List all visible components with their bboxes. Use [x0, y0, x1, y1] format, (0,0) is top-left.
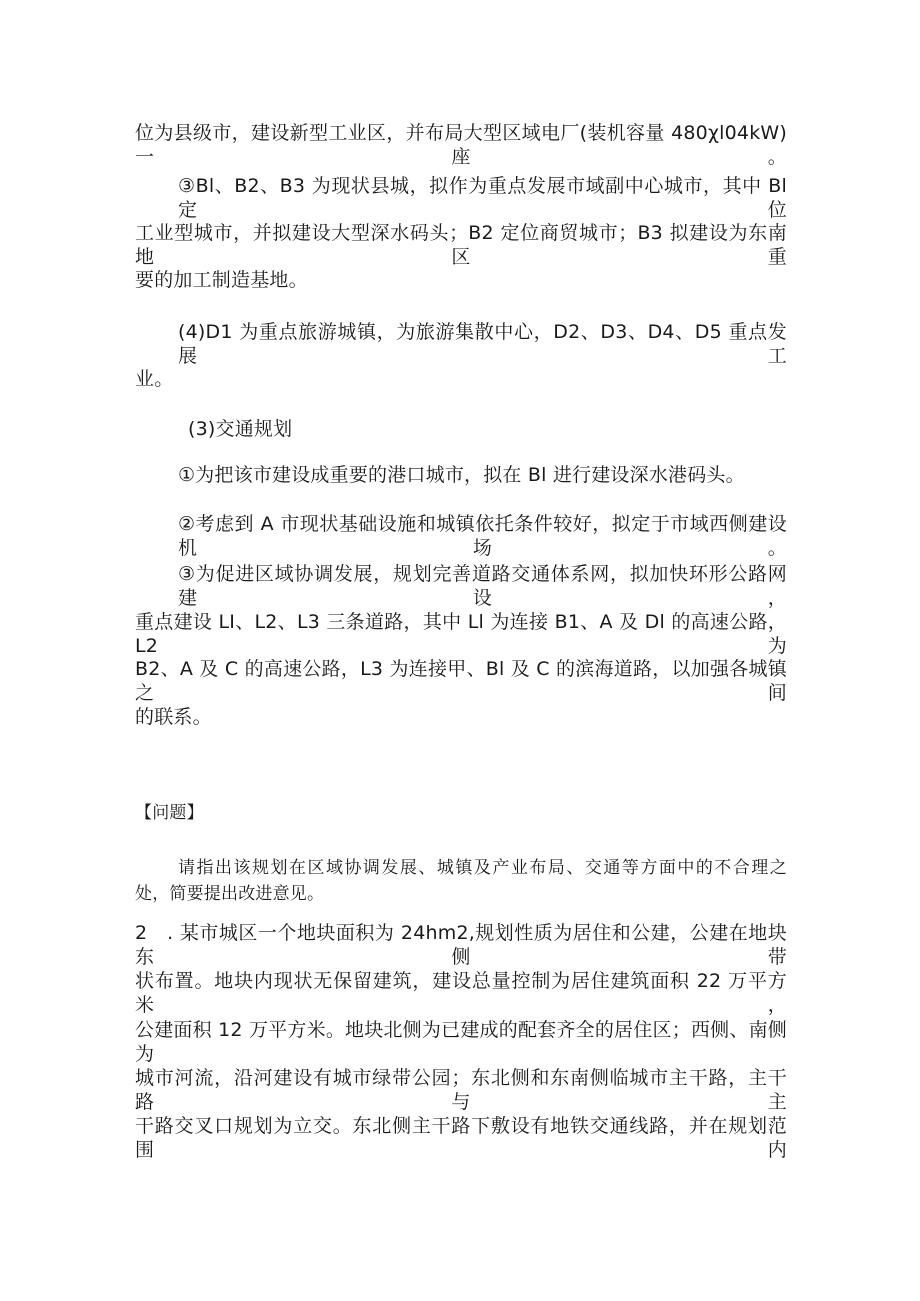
paragraph-line-3: 工业型城市，并拟建设大型深水码头；B2 定位商贸城市；B3 拟建设为东南地区重: [135, 222, 787, 268]
case-line-5: 干路交叉口规划为立交。东北侧主干路下敷设有地铁交通线路，并在规划范围内: [135, 1115, 787, 1161]
case-line-3: 公建面积 12 万平方米。地块北侧为已建成的配套齐全的居住区；西侧、南侧为: [135, 1019, 787, 1065]
paragraph-line-1: 位为县级市，建设新型工业区，并布局大型区域电厂(装机容量 480χl04kW)一座。: [135, 122, 787, 168]
paragraph-line-13: 的联系。: [135, 706, 212, 728]
paragraph-line-4: 要的加工制造基地。: [135, 269, 308, 291]
case-line-1: 2 . 某市城区一个地块面积为 24hm2,规划性质为居住和公建，公建在地块东侧带: [135, 922, 787, 968]
paragraph-line-12: B2、A 及 C 的高速公路，L3 为连接甲、Bl 及 C 的滨海道路，以加强各城镇之间: [135, 658, 787, 704]
paragraph-line-6: 业。: [135, 368, 174, 390]
paragraph-line-10: ③为促进区域协调发展，规划完善道路交通体系网，拟加快环形公路网建设，: [178, 563, 787, 609]
paragraph-line-11: 重点建设 LI、L2、L3 三条道路，其中 Ll 为连接 B1、A 及 Dl 的高速公路，L2 为: [135, 611, 787, 657]
case-line-4: 城市河流，沿河建设有城市绿带公园；东北侧和东南侧临城市主干路，主干路与主: [135, 1067, 787, 1113]
section-heading-traffic: (3)交通规划: [188, 418, 293, 440]
question-line-1: 请指出该规划在区域协调发展、城镇及产业布局、交通等方面中的不合理之: [178, 858, 787, 878]
paragraph-line-5: (4)D1 为重点旅游城镇，为旅游集散中心，D2、D3、D4、D5 重点发展工: [178, 321, 787, 367]
paragraph-line-2: ③Bl、B2、B3 为现状县城，拟作为重点发展市域副中心城市，其中 Bl 定位: [178, 175, 787, 221]
question-line-2: 处，简要提出改进意见。: [135, 884, 325, 904]
question-heading: 【问题】: [135, 803, 204, 823]
paragraph-line-9: ②考虑到 A 市现状基础设施和城镇依托条件较好，拟定于市域西侧建设机场。: [178, 513, 787, 559]
paragraph-line-8: ①为把该市建设成重要的港口城市，拟在 Bl 进行建设深水港码头。: [178, 464, 745, 486]
case-line-2: 状布置。地块内现状无保留建筑，建设总量控制为居住建筑面积 22 万平方米，: [135, 970, 787, 1016]
